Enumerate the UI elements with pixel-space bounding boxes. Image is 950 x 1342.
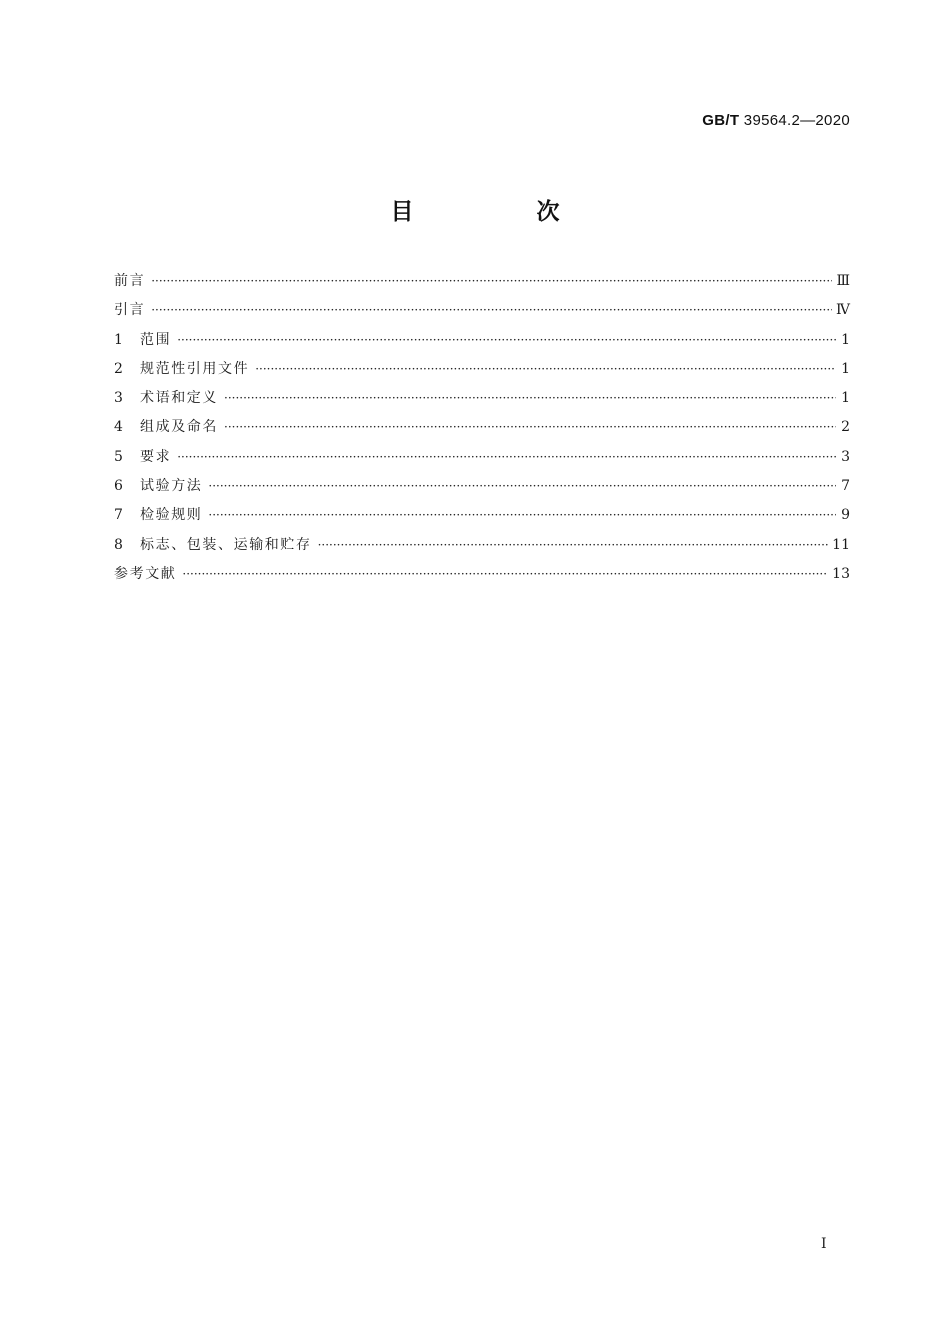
toc-leader-dots (177, 450, 836, 464)
toc-entry-page: Ⅲ (836, 273, 850, 289)
toc-entry-label: 要求 (140, 448, 172, 465)
toc-entry[interactable] (114, 329, 850, 358)
toc-entry[interactable] (114, 299, 850, 328)
toc-entry-label: 检验规则 (140, 507, 203, 524)
toc-entry-number: 5 (114, 448, 125, 465)
table-of-contents (114, 270, 850, 592)
toc-entry-page: 9 (841, 507, 850, 524)
toc-entry-page: 1 (841, 331, 850, 348)
toc-entry[interactable] (114, 563, 850, 592)
toc-entry-label: 标志、包装、运输和贮存 (140, 536, 312, 553)
toc-entry-label: 组成及命名 (140, 419, 218, 436)
standard-number (702, 112, 850, 129)
toc-entry-number: 3 (114, 390, 125, 407)
toc-entry[interactable] (114, 270, 850, 299)
toc-entry-number: 2 (114, 360, 125, 377)
standard-code: 39564.2—2020 (743, 112, 850, 129)
toc-leader-dots (208, 479, 836, 493)
toc-entry[interactable] (114, 504, 850, 533)
toc-entry[interactable] (114, 534, 850, 563)
toc-entry-number: 8 (114, 536, 125, 553)
toc-entry-number: 6 (114, 478, 125, 495)
toc-entry[interactable] (114, 387, 850, 416)
toc-entry-number: 4 (114, 419, 125, 436)
toc-entry-page: 1 (841, 390, 850, 407)
toc-entry-number: 1 (114, 331, 125, 348)
toc-entry-page: 11 (832, 536, 850, 553)
toc-leader-dots (255, 362, 836, 376)
toc-entry[interactable] (114, 416, 850, 445)
toc-entry[interactable] (114, 475, 850, 504)
toc-entry[interactable] (114, 446, 850, 475)
toc-leader-dots (151, 274, 832, 288)
page-title: 目 次 (390, 199, 610, 225)
toc-entry-label: 引言 (114, 302, 146, 319)
toc-leader-dots (208, 508, 836, 522)
toc-entry-label: 前言 (114, 273, 146, 289)
toc-entry-page: 13 (832, 565, 850, 582)
toc-entry-label: 术语和定义 (140, 390, 218, 407)
toc-leader-dots (182, 567, 828, 581)
toc-entry-label: 参考文献 (114, 565, 177, 582)
toc-entry-label: 试验方法 (140, 478, 203, 495)
toc-entry-page: 2 (841, 419, 850, 436)
toc-entry-page: 3 (841, 448, 850, 465)
toc-entry[interactable] (114, 358, 850, 387)
toc-leader-dots (151, 303, 832, 317)
toc-leader-dots (224, 420, 836, 434)
standard-prefix: GB/T (702, 112, 740, 129)
toc-entry-page: 7 (841, 478, 850, 495)
toc-entry-number: 7 (114, 507, 125, 524)
toc-leader-dots (177, 333, 836, 347)
toc-entry-page: 1 (841, 360, 850, 377)
toc-leader-dots (318, 538, 829, 552)
page-number: Ⅰ (821, 1236, 827, 1252)
toc-entry-label: 规范性引用文件 (140, 360, 250, 377)
toc-entry-page: Ⅳ (836, 302, 850, 319)
toc-leader-dots (224, 391, 836, 405)
toc-entry-label: 范围 (140, 331, 172, 348)
